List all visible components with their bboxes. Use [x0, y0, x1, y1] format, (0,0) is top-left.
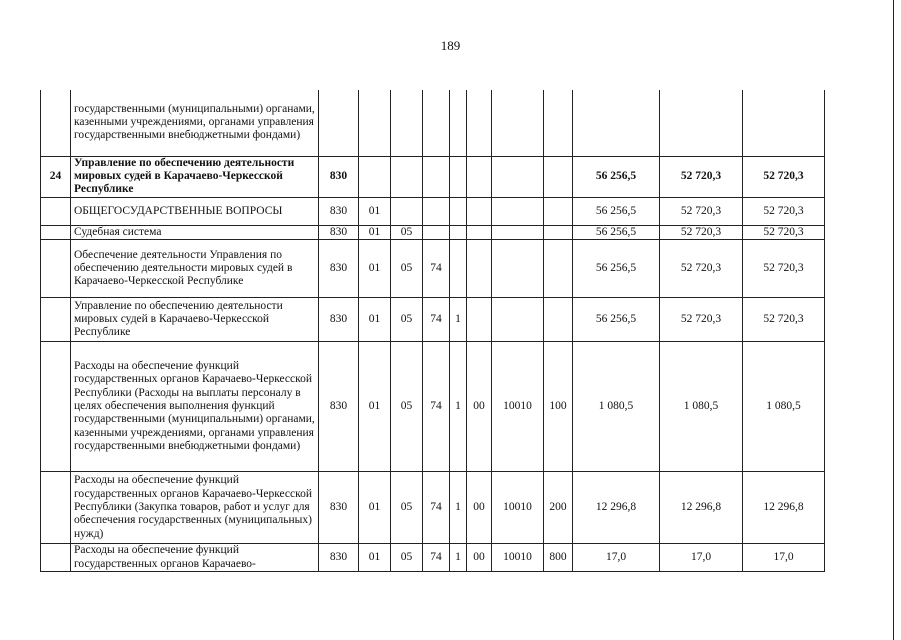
- description-cell: ОБЩЕГОСУДАРСТВЕННЫЕ ВОПРОСЫ: [71, 197, 319, 225]
- subsection-code-cell: [391, 197, 423, 225]
- row-number-cell: [41, 90, 71, 156]
- description-cell: Управление по обеспечению деятельности мировых судей в Карачаево-Черкесской Республике: [71, 298, 319, 342]
- target-article-part2-cell: [450, 90, 467, 156]
- subsection-code-cell: 05: [391, 225, 423, 239]
- description-cell: Обеспечение деятельности Управления по обеспечению деятельности мировых судей в Карачаево-Черкесской Республике: [71, 240, 319, 298]
- table-row: [41, 472, 825, 544]
- amount-year1-cell: 1 080,5: [573, 342, 660, 472]
- description-cell: государственными (муниципальными) органами, казенными учреждениями, органами управления государственными внебюджетными фондами): [71, 90, 319, 156]
- amount-year1-cell: 56 256,5: [573, 225, 660, 239]
- row-number-cell: 24: [41, 156, 71, 197]
- table-row: [41, 298, 825, 342]
- amount-year1-cell: 56 256,5: [573, 156, 660, 197]
- description-cell: Расходы на обеспечение функций государственных органов Карачаево-: [71, 544, 319, 572]
- target-article-part2-cell: 1: [450, 342, 467, 472]
- target-article-part4-cell: 10010: [492, 342, 544, 472]
- row-number-cell: [41, 544, 71, 572]
- row-number-cell: [41, 240, 71, 298]
- expense-type-cell: [544, 225, 573, 239]
- target-article-part1-cell: 74: [423, 342, 450, 472]
- target-article-part4-cell: 10010: [492, 472, 544, 544]
- department-code-cell: 830: [319, 225, 359, 239]
- target-article-part2-cell: [450, 240, 467, 298]
- target-article-part4-cell: [492, 225, 544, 239]
- target-article-part4-cell: [492, 90, 544, 156]
- amount-year3-cell: 52 720,3: [743, 225, 825, 239]
- budget-table: [40, 90, 825, 572]
- amount-year1-cell: 56 256,5: [573, 197, 660, 225]
- expense-type-cell: [544, 298, 573, 342]
- table-row: [41, 90, 825, 156]
- department-code-cell: 830: [319, 156, 359, 197]
- subsection-code-cell: 05: [391, 544, 423, 572]
- target-article-part4-cell: [492, 240, 544, 298]
- amount-year3-cell: 52 720,3: [743, 197, 825, 225]
- section-code-cell: 01: [359, 197, 391, 225]
- amount-year2-cell: 52 720,3: [660, 298, 743, 342]
- amount-year3-cell: 52 720,3: [743, 240, 825, 298]
- department-code-cell: [319, 90, 359, 156]
- target-article-part3-cell: [467, 197, 492, 225]
- amount-year3-cell: [743, 90, 825, 156]
- target-article-part4-cell: 10010: [492, 544, 544, 572]
- target-article-part2-cell: 1: [450, 544, 467, 572]
- row-number-cell: [41, 342, 71, 472]
- amount-year3-cell: 1 080,5: [743, 342, 825, 472]
- row-number-cell: [41, 225, 71, 239]
- target-article-part1-cell: 74: [423, 298, 450, 342]
- expense-type-cell: [544, 90, 573, 156]
- row-number-cell: [41, 472, 71, 544]
- amount-year2-cell: 52 720,3: [660, 240, 743, 298]
- target-article-part3-cell: [467, 298, 492, 342]
- department-code-cell: 830: [319, 240, 359, 298]
- department-code-cell: 830: [319, 342, 359, 472]
- target-article-part1-cell: 74: [423, 472, 450, 544]
- section-code-cell: 01: [359, 225, 391, 239]
- department-code-cell: 830: [319, 472, 359, 544]
- expense-type-cell: 800: [544, 544, 573, 572]
- subsection-code-cell: [391, 156, 423, 197]
- amount-year1-cell: 12 296,8: [573, 472, 660, 544]
- amount-year2-cell: 17,0: [660, 544, 743, 572]
- target-article-part4-cell: [492, 156, 544, 197]
- section-code-cell: 01: [359, 544, 391, 572]
- amount-year1-cell: 56 256,5: [573, 298, 660, 342]
- section-code-cell: [359, 90, 391, 156]
- description-cell: Управление по обеспечению деятельности мировых судей в Карачаево-Черкесской Республике: [71, 156, 319, 197]
- subsection-code-cell: 05: [391, 342, 423, 472]
- subsection-code-cell: [391, 90, 423, 156]
- amount-year3-cell: 12 296,8: [743, 472, 825, 544]
- table-row: [41, 197, 825, 225]
- department-code-cell: 830: [319, 298, 359, 342]
- target-article-part3-cell: [467, 240, 492, 298]
- target-article-part1-cell: 74: [423, 544, 450, 572]
- amount-year3-cell: 52 720,3: [743, 298, 825, 342]
- target-article-part3-cell: [467, 90, 492, 156]
- amount-year2-cell: 52 720,3: [660, 156, 743, 197]
- expense-type-cell: 100: [544, 342, 573, 472]
- target-article-part1-cell: 74: [423, 240, 450, 298]
- amount-year1-cell: 17,0: [573, 544, 660, 572]
- subsection-code-cell: 05: [391, 240, 423, 298]
- target-article-part2-cell: 1: [450, 298, 467, 342]
- target-article-part1-cell: [423, 156, 450, 197]
- section-code-cell: [359, 156, 391, 197]
- table-row: [41, 240, 825, 298]
- target-article-part1-cell: [423, 225, 450, 239]
- table-row: [41, 342, 825, 472]
- amount-year2-cell: 1 080,5: [660, 342, 743, 472]
- expense-type-cell: 200: [544, 472, 573, 544]
- page-edge-line: [893, 0, 894, 640]
- description-cell: Судебная система: [71, 225, 319, 239]
- target-article-part3-cell: 00: [467, 544, 492, 572]
- department-code-cell: 830: [319, 544, 359, 572]
- target-article-part2-cell: [450, 197, 467, 225]
- row-number-cell: [41, 298, 71, 342]
- table-body: [41, 90, 825, 572]
- amount-year1-cell: 56 256,5: [573, 240, 660, 298]
- amount-year3-cell: 52 720,3: [743, 156, 825, 197]
- expense-type-cell: [544, 156, 573, 197]
- target-article-part1-cell: [423, 90, 450, 156]
- section-code-cell: 01: [359, 342, 391, 472]
- amount-year2-cell: 52 720,3: [660, 197, 743, 225]
- section-code-cell: 01: [359, 298, 391, 342]
- row-number-cell: [41, 197, 71, 225]
- amount-year2-cell: 52 720,3: [660, 225, 743, 239]
- target-article-part1-cell: [423, 197, 450, 225]
- target-article-part4-cell: [492, 197, 544, 225]
- expense-type-cell: [544, 197, 573, 225]
- amount-year2-cell: 12 296,8: [660, 472, 743, 544]
- target-article-part3-cell: [467, 225, 492, 239]
- section-code-cell: 01: [359, 240, 391, 298]
- table-row: [41, 156, 825, 197]
- amount-year3-cell: 17,0: [743, 544, 825, 572]
- target-article-part2-cell: [450, 156, 467, 197]
- target-article-part3-cell: [467, 156, 492, 197]
- target-article-part3-cell: 00: [467, 342, 492, 472]
- department-code-cell: 830: [319, 197, 359, 225]
- amount-year1-cell: [573, 90, 660, 156]
- subsection-code-cell: 05: [391, 298, 423, 342]
- target-article-part4-cell: [492, 298, 544, 342]
- subsection-code-cell: 05: [391, 472, 423, 544]
- page-number: 189: [440, 38, 461, 53]
- target-article-part2-cell: [450, 225, 467, 239]
- table-row: [41, 544, 825, 572]
- section-code-cell: 01: [359, 472, 391, 544]
- table-row: [41, 225, 825, 239]
- description-cell: Расходы на обеспечение функций государственных органов Карачаево-Черкесской Республики (Закупка товаров, работ и услуг для обеспечения государственных (муниципальных) нужд): [71, 472, 319, 544]
- expense-type-cell: [544, 240, 573, 298]
- target-article-part2-cell: 1: [450, 472, 467, 544]
- description-cell: Расходы на обеспечение функций государственных органов Карачаево-Черкесской Республики (Расходы на выплаты персоналу в целях обеспечения выполнения функций государственными (муниципальными) органами, казенными учреждениями, органами управления государственными внебюджетными фондами): [71, 342, 319, 472]
- target-article-part3-cell: 00: [467, 472, 492, 544]
- amount-year2-cell: [660, 90, 743, 156]
